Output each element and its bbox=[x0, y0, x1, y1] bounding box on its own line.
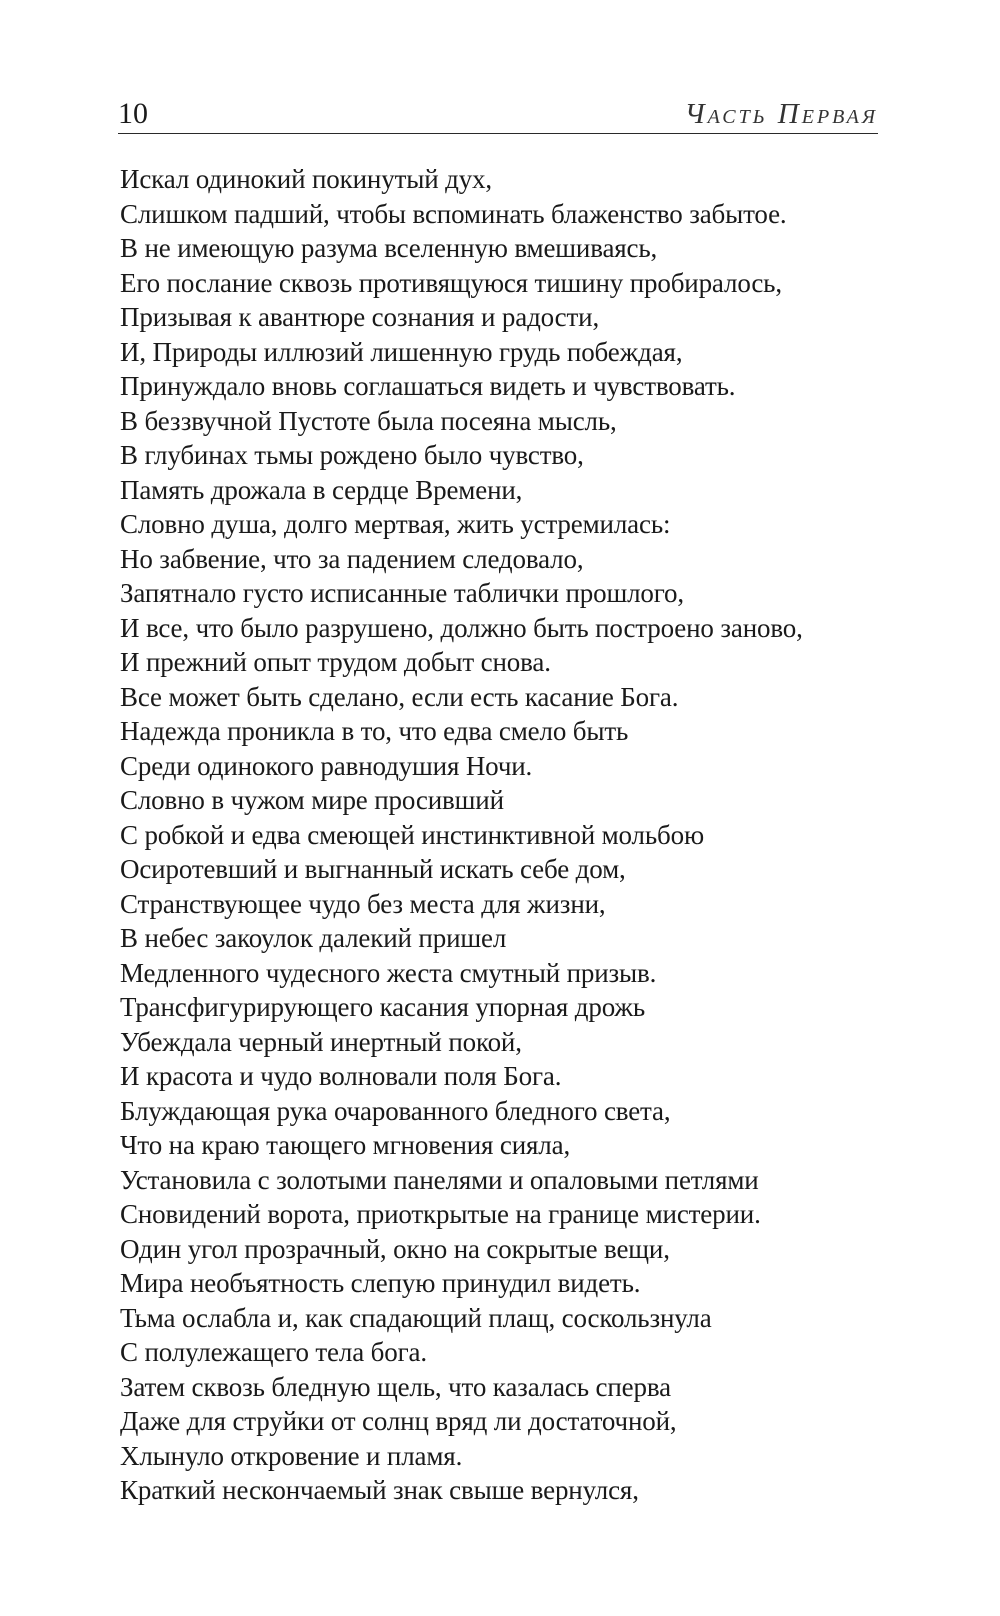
poem-line: Его послание сквозь противящуюся тишину пробиралось, bbox=[120, 267, 782, 298]
poem-line: Словно душа, долго мертвая, жить устремилась: bbox=[120, 509, 671, 539]
poem-line: Запятнало густо исписанные таблички прошлого, bbox=[120, 578, 684, 608]
poem-text bbox=[120, 162, 940, 1508]
poem-line: С полулежащего тела бога. bbox=[120, 1337, 427, 1367]
poem-line: Медленного чудесного жеста смутный призыв. bbox=[120, 957, 657, 988]
poem-line: И красота и чудо волновали поля Бога. bbox=[120, 1061, 562, 1091]
poem-line: Память дрожала в сердце Времени, bbox=[120, 474, 523, 505]
poem-line: С робкой и едва смеющей инстинктивной мольбою bbox=[120, 819, 704, 850]
poem-line: Краткий нескончаемый знак свыше вернулся, bbox=[120, 1475, 639, 1505]
poem-line: И все, что было разрушено, должно быть построено заново, bbox=[120, 612, 803, 643]
poem-line: Среди одинокого равнодушия Ночи. bbox=[120, 750, 533, 781]
poem-line: Что на краю тающего мгновения сияла, bbox=[120, 1130, 571, 1160]
poem-line: Слишком падший, чтобы вспоминать блаженство забытое. bbox=[120, 198, 787, 229]
poem-line: В глубинах тьмы рождено было чувство, bbox=[120, 440, 584, 470]
poem-line: Словно в чужом мире просивший bbox=[120, 785, 504, 815]
running-title: Часть Первая bbox=[684, 98, 878, 130]
poem-line: В не имеющую разума вселенную вмешиваясь, bbox=[120, 233, 658, 263]
poem-line: Установила с золотыми панелями и опаловыми петлями bbox=[120, 1164, 759, 1195]
poem-line: Трансфигурирующего касания упорная дрожь bbox=[120, 992, 646, 1022]
poem-line: Тьма ослабла и, как спадающий плащ, соскользнула bbox=[120, 1302, 712, 1333]
poem-line: Даже для струйки от солнц вряд ли достаточной, bbox=[120, 1406, 677, 1436]
poem-line: Призывая к авантюре сознания и радости, bbox=[120, 302, 600, 332]
poem-line: И прежний опыт трудом добыт снова. bbox=[120, 647, 551, 677]
poem-line: Сновидений ворота, приоткрытые на границе мистерии. bbox=[120, 1199, 761, 1229]
poem-line: Но забвение, что за падением следовало, bbox=[120, 543, 584, 574]
poem-line: Странствующее чудо без места для жизни, bbox=[120, 888, 606, 919]
poem-line: Принуждало вновь соглашаться видеть и чувствовать. bbox=[120, 371, 736, 401]
poem-line: Затем сквозь бледную щель, что казалась сперва bbox=[120, 1371, 671, 1402]
poem-line: Все может быть сделано, если есть касание Бога. bbox=[120, 681, 679, 712]
page-number: 10 bbox=[118, 97, 148, 130]
poem-line: Хлынуло откровение и пламя. bbox=[120, 1440, 463, 1471]
poem-line: Мира необъятность слепую принудил видеть. bbox=[120, 1268, 641, 1298]
poem-line: Надежда проникла в то, что едва смело быть bbox=[120, 716, 629, 746]
poem-line: Один угол прозрачный, окно на сокрытые вещи, bbox=[120, 1233, 670, 1264]
poem-line: Искал одинокий покинутый дух, bbox=[120, 164, 493, 194]
poem-line: В небес закоулок далекий пришел bbox=[120, 923, 507, 953]
poem-line: И, Природы иллюзий лишенную грудь побеждая, bbox=[120, 336, 683, 367]
poem-line: Блуждающая рука очарованного бледного света, bbox=[120, 1095, 671, 1126]
header-divider bbox=[118, 133, 878, 134]
poem-line: Осиротевший и выгнанный искать себе дом, bbox=[120, 854, 626, 884]
running-header bbox=[118, 96, 878, 136]
poem-line: В беззвучной Пустоте была посеяна мысль, bbox=[120, 405, 617, 436]
poem-line: Убеждала черный инертный покой, bbox=[120, 1026, 522, 1057]
